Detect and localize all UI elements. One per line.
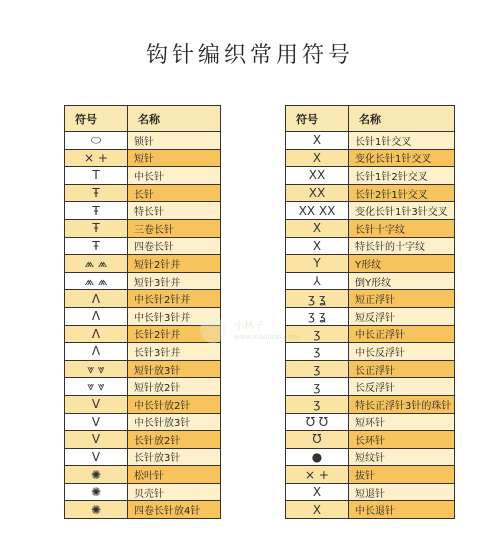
table-row bbox=[65, 378, 221, 396]
stitch-name: 短针放3针 bbox=[128, 360, 221, 378]
stitch-name: 短环针 bbox=[349, 413, 455, 431]
table-row bbox=[65, 149, 221, 167]
table-row bbox=[65, 343, 221, 361]
stitch-name: 四卷长针 bbox=[128, 237, 221, 255]
stitch-symbol-icon: XX bbox=[286, 184, 349, 202]
table-row bbox=[286, 272, 455, 290]
table-row bbox=[286, 132, 455, 150]
table-row bbox=[286, 149, 455, 167]
stitch-symbol-icon: V bbox=[65, 448, 128, 466]
table-row bbox=[286, 448, 455, 466]
header-symbol: 符号 bbox=[65, 106, 128, 132]
stitch-symbol-icon: Ŧ bbox=[65, 237, 128, 255]
table-row bbox=[65, 501, 221, 519]
stitch-name: 长正浮针 bbox=[349, 360, 455, 378]
table-row bbox=[65, 184, 221, 202]
stitch-symbol-icon: X bbox=[286, 132, 349, 150]
stitch-name: 中长反浮针 bbox=[349, 343, 455, 361]
table-row bbox=[286, 378, 455, 396]
table-row bbox=[286, 237, 455, 255]
stitch-symbol-icon: V bbox=[65, 413, 128, 431]
stitch-symbol-icon: X bbox=[286, 237, 349, 255]
stitch-symbol-icon: ʒ bbox=[286, 378, 349, 396]
table-row bbox=[286, 290, 455, 308]
stitch-name: 中长针放2针 bbox=[128, 395, 221, 413]
stitch-name: 特长正浮针3针的珠针 bbox=[349, 395, 455, 413]
stitch-symbol-icon: ʒ ʓ bbox=[286, 307, 349, 325]
stitch-symbol-icon: X bbox=[286, 149, 349, 167]
stitch-symbol-icon: XX XX bbox=[286, 202, 349, 220]
table-row bbox=[286, 395, 455, 413]
stitch-name: 长针1针交叉 bbox=[349, 132, 455, 150]
stitch-name: 中长针 bbox=[128, 167, 221, 185]
stitch-name: 特长针 bbox=[128, 202, 221, 220]
stitch-name: 变化长针1针交叉 bbox=[349, 149, 455, 167]
stitch-name: 四卷长针放4针 bbox=[128, 501, 221, 519]
stitch-symbol-icon: ✺ bbox=[65, 466, 128, 484]
stitch-symbol-icon: ⅄ bbox=[286, 272, 349, 290]
stitch-name: 短针3针并 bbox=[128, 272, 221, 290]
stitch-name: 中长正浮针 bbox=[349, 325, 455, 343]
stitch-name: 中长针3针并 bbox=[128, 307, 221, 325]
table-row bbox=[65, 395, 221, 413]
table-row bbox=[65, 483, 221, 501]
header-name: 名称 bbox=[349, 106, 455, 132]
table-row bbox=[286, 307, 455, 325]
watermark bbox=[200, 315, 310, 351]
stitch-name: 短正浮针 bbox=[349, 290, 455, 308]
table-row bbox=[65, 448, 221, 466]
stitch-name: 变化长针1针3针交叉 bbox=[349, 202, 455, 220]
stitch-name: 中长针放3针 bbox=[128, 413, 221, 431]
stitch-symbol-icon: X bbox=[286, 219, 349, 237]
stitch-symbol-icon: ʒ ʓ bbox=[286, 290, 349, 308]
stitch-symbol-icon: Ʌ bbox=[65, 290, 128, 308]
stitch-symbol-icon: ʒ bbox=[286, 395, 349, 413]
table-row bbox=[65, 219, 221, 237]
table-row bbox=[65, 272, 221, 290]
stitch-name: 长针2针并 bbox=[128, 325, 221, 343]
table-row bbox=[286, 255, 455, 273]
table-row bbox=[65, 132, 221, 150]
stitch-name: 短退针 bbox=[349, 483, 455, 501]
stitch-symbol-icon: Ʌ bbox=[65, 325, 128, 343]
table-row bbox=[65, 413, 221, 431]
table-row bbox=[286, 167, 455, 185]
stitch-name: 长针十字纹 bbox=[349, 219, 455, 237]
stitch-name: 锁针 bbox=[128, 132, 221, 150]
table-row bbox=[65, 167, 221, 185]
header-name: 名称 bbox=[128, 106, 221, 132]
stitch-name: 短针2针并 bbox=[128, 255, 221, 273]
stitch-name: Y形纹 bbox=[349, 255, 455, 273]
table-row bbox=[65, 431, 221, 449]
table-row bbox=[65, 466, 221, 484]
stitch-symbol-icon: V bbox=[65, 431, 128, 449]
stitch-symbol-icon: ʒ bbox=[286, 343, 349, 361]
stitch-symbol-icon: × + bbox=[286, 466, 349, 484]
symbol-table-left bbox=[64, 105, 221, 519]
stitch-name: 倒Y形纹 bbox=[349, 272, 455, 290]
stitch-symbol-icon: ⩕ ⩕ bbox=[65, 255, 128, 273]
table-row bbox=[286, 184, 455, 202]
table-row bbox=[286, 325, 455, 343]
stitch-symbol-icon: Ŧ bbox=[65, 219, 128, 237]
watermark-url: www.xiaolinzi.com bbox=[234, 333, 299, 341]
table-row bbox=[286, 466, 455, 484]
stitch-symbol-icon: ⩔ ⩔ bbox=[65, 360, 128, 378]
stitch-name: 短纹针 bbox=[349, 448, 455, 466]
stitch-symbol-icon: V bbox=[65, 395, 128, 413]
page-title: 钩针编织常用符号 bbox=[145, 43, 354, 68]
stitch-name: 三卷长针 bbox=[128, 219, 221, 237]
stitch-name: 中长针2针并 bbox=[128, 290, 221, 308]
stitch-name: 长针3针并 bbox=[128, 343, 221, 361]
table-row bbox=[286, 219, 455, 237]
stitch-symbol-icon: ✺ bbox=[65, 501, 128, 519]
stitch-symbol-icon: ⩕ ⩕ bbox=[65, 272, 128, 290]
stitch-symbol-icon: ✺ bbox=[65, 483, 128, 501]
stitch-symbol-icon: T bbox=[65, 167, 128, 185]
table-row bbox=[65, 202, 221, 220]
stitch-name: 长反浮针 bbox=[349, 378, 455, 396]
header-symbol: 符号 bbox=[286, 106, 349, 132]
table-row bbox=[65, 237, 221, 255]
stitch-name: 松叶针 bbox=[128, 466, 221, 484]
stitch-name: 短反浮针 bbox=[349, 307, 455, 325]
table-row bbox=[65, 325, 221, 343]
stitch-symbol-icon: Y bbox=[286, 255, 349, 273]
stitch-name: 短针放2针 bbox=[128, 378, 221, 396]
stitch-name: 拔针 bbox=[349, 466, 455, 484]
watermark-logo-icon bbox=[200, 317, 226, 343]
stitch-symbol-icon: X bbox=[286, 483, 349, 501]
stitch-name: 长针1针2针交叉 bbox=[349, 167, 455, 185]
table-row bbox=[286, 360, 455, 378]
symbol-table-right bbox=[285, 105, 455, 519]
stitch-symbol-icon: Ŧ bbox=[65, 202, 128, 220]
stitch-name: 长环针 bbox=[349, 431, 455, 449]
stitch-symbol-icon: ʒ bbox=[286, 360, 349, 378]
table-row bbox=[286, 202, 455, 220]
stitch-name: 特长针的十字纹 bbox=[349, 237, 455, 255]
table-row bbox=[65, 307, 221, 325]
table-row bbox=[65, 255, 221, 273]
stitch-name: 短针 bbox=[128, 149, 221, 167]
stitch-name: 长针放3针 bbox=[128, 448, 221, 466]
stitch-symbol-icon: ● bbox=[286, 448, 349, 466]
stitch-name: 长针放2针 bbox=[128, 431, 221, 449]
table-row bbox=[65, 290, 221, 308]
stitch-symbol-icon: Ʌ bbox=[65, 343, 128, 361]
stitch-symbol-icon: Ʌ bbox=[65, 307, 128, 325]
table-row bbox=[286, 501, 455, 519]
stitch-symbol-icon: ⩔ ⩔ bbox=[65, 378, 128, 396]
stitch-name: 长针2针1针交叉 bbox=[349, 184, 455, 202]
stitch-name: 长针 bbox=[128, 184, 221, 202]
table-row bbox=[65, 360, 221, 378]
stitch-name: 中长退针 bbox=[349, 501, 455, 519]
stitch-symbol-icon: ⬭ bbox=[65, 132, 128, 150]
stitch-symbol-icon: ʒ bbox=[286, 325, 349, 343]
stitch-name: 贝壳针 bbox=[128, 483, 221, 501]
table-row bbox=[286, 413, 455, 431]
stitch-symbol-icon: Ʊ bbox=[286, 431, 349, 449]
stitch-symbol-icon: × + bbox=[65, 149, 128, 167]
table-row bbox=[286, 483, 455, 501]
stitch-symbol-icon: Ŧ bbox=[65, 184, 128, 202]
stitch-symbol-icon: Ʊ Ʊ bbox=[286, 413, 349, 431]
table-row bbox=[286, 431, 455, 449]
stitch-symbol-icon: XX bbox=[286, 167, 349, 185]
table-row bbox=[286, 343, 455, 361]
watermark-name: 小林子 bbox=[234, 321, 264, 332]
stitch-symbol-icon: X bbox=[286, 501, 349, 519]
